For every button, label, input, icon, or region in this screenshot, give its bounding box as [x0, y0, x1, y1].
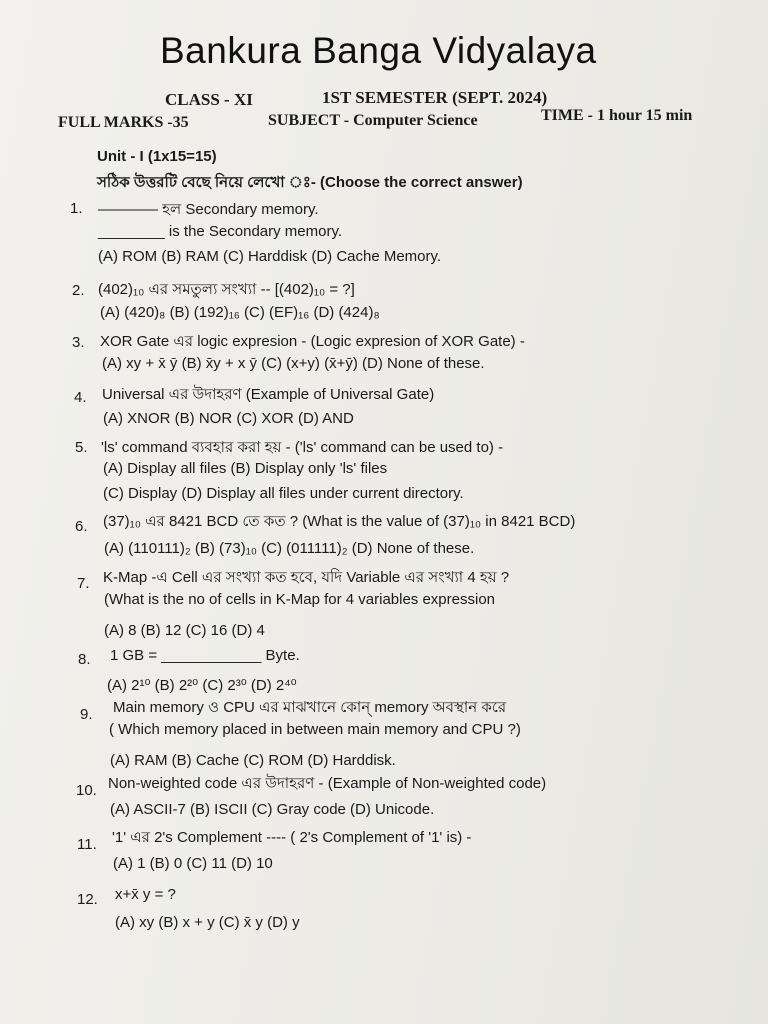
full-marks: FULL MARKS -35 [58, 114, 189, 131]
unit-title: Unit - I (1x15=15) [97, 148, 217, 165]
answer-options: (A) 8 (B) 12 (C) 16 (D) 4 [104, 622, 265, 639]
instruction: সঠিক উত্তরটি বেছে নিয়ে লেখো ঃ- (Choose the correct answer) [97, 174, 523, 191]
question-number: 2. [72, 282, 85, 299]
question-number: 10. [76, 782, 97, 799]
question-text: XOR Gate এর logic expresion - (Logic expresion of XOR Gate) - [100, 333, 525, 350]
question-number: 1. [70, 200, 83, 217]
question-text: 1 GB = ____________ Byte. [110, 647, 300, 664]
question-text: 'ls' command ব্যবহার করা হয় - ('ls' command can be used to) - [101, 439, 504, 456]
question-number: 5. [75, 439, 88, 456]
time-label: TIME - 1 hour 15 min [541, 107, 693, 124]
question-number: 6. [75, 518, 88, 535]
question-text: Main memory ও CPU এর মাঝখানে কোন্ memory অবস্থান করে [113, 699, 507, 716]
question-text: Non-weighted code এর উদাহরণ - (Example of Non-weighted code) [108, 775, 547, 792]
answer-options: (A) xy + x̄ ȳ (B) x̄y + x ȳ (C) (x+y) (x̄+ȳ) (D) None of these. [102, 355, 485, 372]
school-title: Bankura Banga Vidyalaya [160, 30, 597, 71]
answer-options: (A) RAM (B) Cache (C) ROM (D) Harddisk. [110, 752, 396, 769]
question-text: ( Which memory placed in between main memory and CPU ?) [109, 721, 521, 738]
question-number: 4. [74, 389, 87, 406]
question-number: 8. [78, 651, 91, 668]
question-text: ________ is the Secondary memory. [98, 223, 343, 240]
question-text: x+x̄ y = ? [115, 886, 176, 903]
answer-options: (A) 2¹⁰ (B) 2²⁰ (C) 2³⁰ (D) 2⁴⁰ [107, 677, 297, 694]
answer-options: (A) ASCII-7 (B) ISCII (C) Gray code (D) Unicode. [110, 801, 435, 818]
question-text: '1' এর 2's Complement ---- ( 2's Complement of '1' is) - [112, 829, 472, 846]
semester-label: 1ST SEMESTER (SEPT. 2024) [322, 88, 548, 107]
subject-label: SUBJECT - Computer Science [268, 112, 478, 129]
question-number: 9. [80, 706, 93, 723]
answer-options: (A) 1 (B) 0 (C) 11 (D) 10 [113, 855, 273, 872]
answer-options: (A) ROM (B) RAM (C) Harddisk (D) Cache Memory. [98, 248, 442, 265]
question-text: Universal এর উদাহরণ (Example of Universal Gate) [102, 386, 435, 403]
question-text: ———— হল Secondary memory. [98, 201, 319, 218]
answer-options: (A) (110111)₂ (B) (73)₁₀ (C) (011111)₂ (D) None of these. [104, 540, 475, 557]
answer-options: (A) xy (B) x + y (C) x̄ y (D) y [115, 914, 300, 931]
answer-options: (C) Display (D) Display all files under current directory. [103, 485, 464, 502]
question-text: (37)₁₀ এর 8421 BCD তে কত ? (What is the value of (37)₁₀ in 8421 BCD) [103, 513, 576, 530]
question-text: K-Map -এ Cell এর সংখ্যা কত হবে, যদি Variable এর সংখ্যা 4 হয় ? [103, 569, 510, 586]
question-number: 3. [72, 334, 85, 351]
question-number: 12. [77, 891, 98, 908]
question-text: (What is the no of cells in K-Map for 4 variables expression [104, 591, 496, 608]
class-label: CLASS - XI [165, 90, 253, 109]
question-text: (402)₁₀ এর সমতুল্য সংখ্যা -- [(402)₁₀ = ?] [98, 281, 355, 298]
answer-options: (A) Display all files (B) Display only 'ls' files [103, 460, 388, 477]
answer-options: (A) (420)₈ (B) (192)₁₆ (C) (EF)₁₆ (D) (424)₈ [100, 304, 380, 321]
question-number: 11. [77, 836, 97, 853]
question-number: 7. [77, 575, 90, 592]
answer-options: (A) XNOR (B) NOR (C) XOR (D) AND [103, 410, 354, 427]
